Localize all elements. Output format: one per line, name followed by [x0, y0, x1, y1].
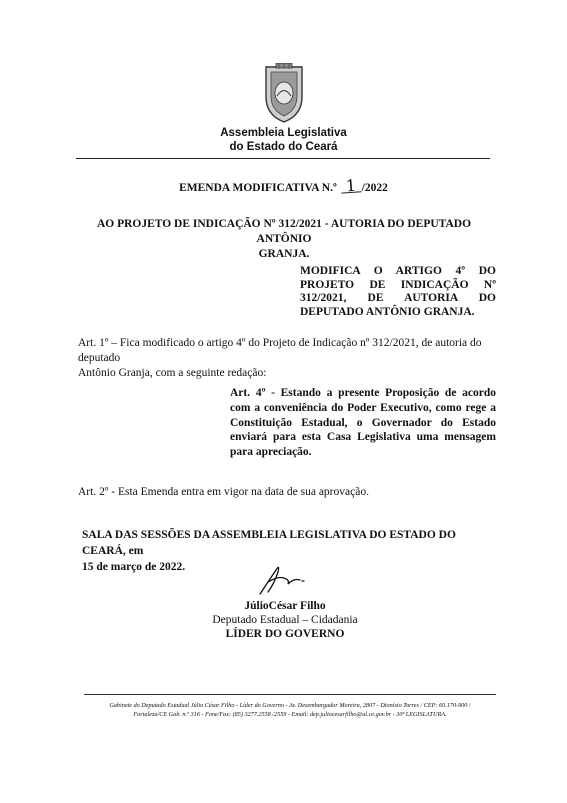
session-room-date: 15 de março de 2022. [82, 561, 186, 573]
article-4-new-text: Art. 4º - Estando a presente Proposição de acordo com a conveniência do Poder Executivo, como rege a Constituição Estadual, o Governador do Estado enviará para esta Casa Legislativa uma mensagem para apreciação. [230, 387, 496, 459]
amendment-title-prefix: EMENDA MODIFICATIVA N.º [179, 182, 337, 194]
footer-line2: Fortaleza/CE Gab. n.º 316 - Fone/Fax: (85) 3277.2558 /2559 - Email: dep.juliocesarfilho@al.ce.gov.br - 30ª LEGISLATURA. [133, 711, 447, 718]
footer-line1: Gabinete do Deputado Estadual Júlio César Filho - Líder do Governo - Av. Desembargador Moreira, 2807 - Dionísio Torres / CEP: 60.170-900 / [109, 702, 471, 709]
article-1-line2: Antônio Granja, com a seguinte redação: [78, 367, 267, 379]
article-1-line1: Art. 1º – Fica modificado o artigo 4º do Projeto de Indicação nº 312/2021, de autoria do deputado [78, 337, 482, 364]
header-state-name: do Estado do Ceará [229, 141, 338, 153]
project-heading [84, 217, 484, 262]
coat-of-arms-seal [262, 63, 306, 125]
amendment-year: /2022 [361, 182, 388, 194]
header-divider [76, 158, 490, 159]
handwritten-signature [254, 562, 310, 598]
article-2: Art. 2º - Esta Emenda entra em vigor na data de sua aprovação. [78, 486, 369, 498]
amendment-title [0, 175, 567, 196]
signatory-name: JúlioCésar Filho [244, 600, 326, 612]
signatory-role: Deputado Estadual – Cidadania [212, 614, 358, 626]
footer-address [60, 701, 520, 719]
article-1 [78, 336, 496, 381]
amendment-number: 1 [340, 179, 361, 193]
project-heading-line2: GRANJA. [258, 248, 310, 260]
project-heading-line1: AO PROJETO DE INDICAÇÃO Nº 312/2021 - AUTORIA DO DEPUTADO ANTÔNIO [96, 218, 472, 245]
header-assembly-name: Assembleia Legislativa [220, 127, 347, 139]
footer-divider [84, 694, 496, 695]
signatory-title: LÍDER DO GOVERNO [225, 628, 345, 640]
session-room-line1: SALA DAS SESSÕES DA ASSEMBLEIA LEGISLATIVA DO ESTADO DO CEARÁ, em [82, 529, 456, 557]
ementa: MODIFICA O ARTIGO 4º DO PROJETO DE INDICAÇÃO Nº 312/2021, DE AUTORIA DO DEPUTADO ANTÔNIO GRANJA. [300, 265, 496, 318]
